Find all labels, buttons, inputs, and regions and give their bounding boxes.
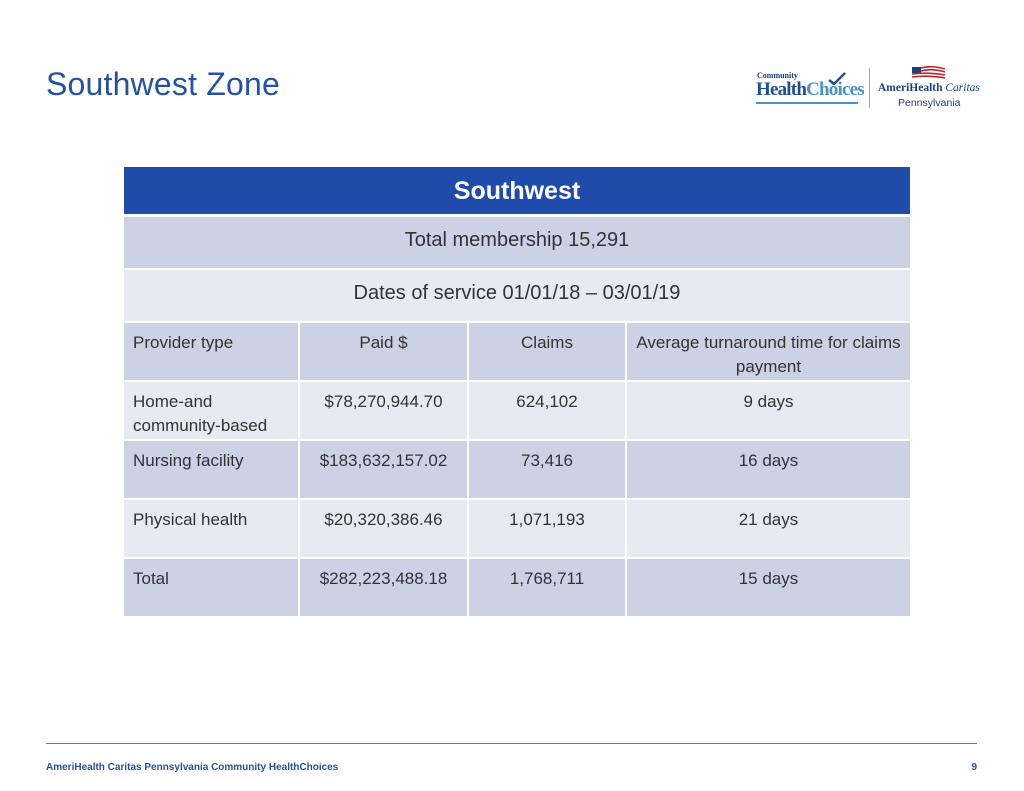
total-membership: Total membership 15,291 xyxy=(124,217,910,270)
provider-type-cell: Physical health xyxy=(124,500,300,557)
column-header: Average turnaround time for claims payment xyxy=(636,333,901,376)
column-header: Paid $ xyxy=(300,323,469,380)
provider-type-cell: Home-and community-based xyxy=(124,382,300,439)
logo-amerihealth-caritas-text xyxy=(878,82,980,94)
flag-icon xyxy=(912,66,946,80)
column-header: Claims xyxy=(469,323,627,380)
paid-cell: $20,320,386.46 xyxy=(300,500,469,557)
turnaround-cell: 16 days xyxy=(738,451,799,470)
turnaround-cell: 15 days xyxy=(738,569,799,588)
footer-divider xyxy=(46,743,977,744)
column-header: Provider type xyxy=(124,323,300,380)
table-row xyxy=(124,382,910,441)
community-healthchoices-logo xyxy=(756,71,864,105)
table-header: Southwest xyxy=(124,167,910,217)
logo-health-word: Health xyxy=(756,79,807,100)
southwest-table xyxy=(124,167,910,618)
page-title: Southwest Zone xyxy=(46,66,281,102)
dates-of-service: Dates of service 01/01/18 – 03/01/19 xyxy=(124,270,910,323)
claims-cell: 1,071,193 xyxy=(469,500,627,557)
logo-amerihealth-word: AmeriHealth xyxy=(878,82,943,94)
claims-cell: 624,102 xyxy=(469,382,627,439)
page-number: 9 xyxy=(971,762,977,773)
logo-pennsylvania-text: Pennsylvania xyxy=(898,97,961,109)
provider-type-cell: Nursing facility xyxy=(124,441,300,498)
claims-cell: 1,768,711 xyxy=(469,559,627,616)
logo-choices-word: Choices xyxy=(806,79,864,100)
logo-community-text: Community xyxy=(757,71,798,80)
provider-type-cell: Total xyxy=(124,559,300,616)
paid-cell: $282,223,488.18 xyxy=(300,559,469,616)
footer-text: AmeriHealth Caritas Pennsylvania Community HealthChoices xyxy=(46,762,339,773)
logo-caritas-word: Caritas xyxy=(945,82,980,94)
amerihealth-caritas-logo xyxy=(878,66,982,110)
logo-divider xyxy=(869,68,870,108)
claims-cell: 73,416 xyxy=(469,441,627,498)
logo-underline xyxy=(756,102,858,104)
turnaround-cell: 9 days xyxy=(743,392,794,411)
table-row-total xyxy=(124,559,910,618)
turnaround-cell: 21 days xyxy=(738,510,799,529)
logo-healthchoices-text xyxy=(756,79,864,101)
table-row xyxy=(124,441,910,500)
paid-cell: $183,632,157.02 xyxy=(300,441,469,498)
paid-cell: $78,270,944.70 xyxy=(300,382,469,439)
column-header-row xyxy=(124,323,910,382)
table-row xyxy=(124,500,910,559)
